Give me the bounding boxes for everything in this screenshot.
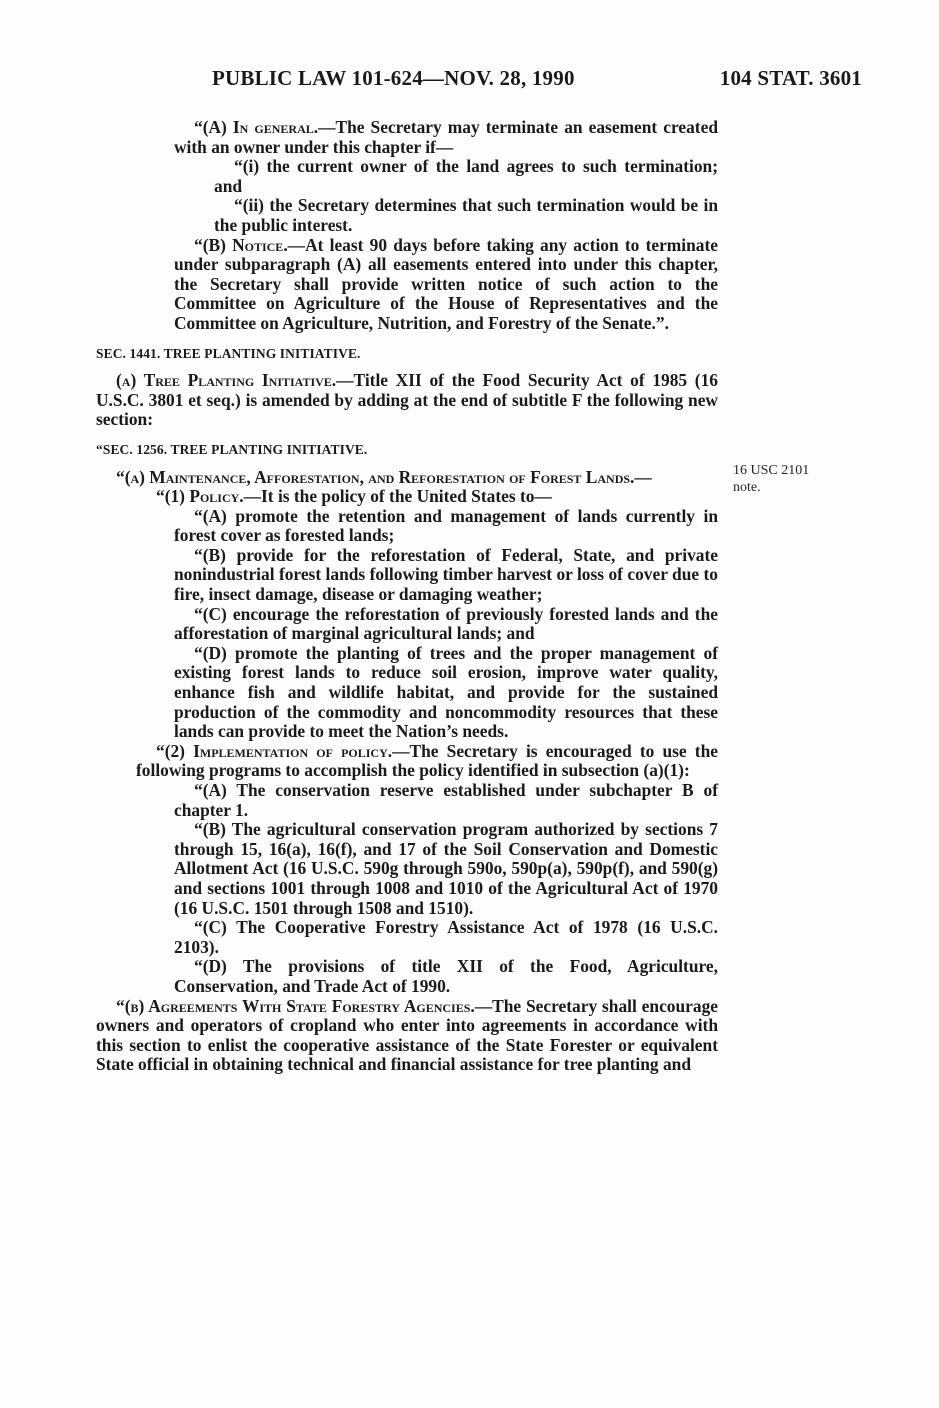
policy-item-b: “(B) provide for the reforestation of Federal, State, and private nonindustrial forest lands following timber harvest or loss of cover due to fire, insect damage, disease or damaging weather; [174,544,718,605]
section-1256-heading: “SEC. 1256. TREE PLANTING INITIATIVE. [96,441,368,457]
text-agreements: —The Secretary shall encourage owners and operators of cropland who enter into agreements in accordance with this section to enlist the cooperative assistance of the State Forester or equivalent State official in obtaining technical and financial assistance for tree planting and [96,995,718,1075]
program-item-d: “(D) The provisions of title XII of the Food, Agriculture, Conservation, and Trade Act of 1990. [174,956,718,996]
text-policy: —It is the policy of the United States to— [243,486,552,507]
heading-in-general: “(A) In general. [194,117,319,137]
policy-item-c: “(C) encourage the reforestation of previously forested lands and the afforestation of marginal agricultural lands; and [174,603,718,644]
paragraph-policy [96,487,718,507]
program-item-c: “(C) The Cooperative Forestry Assistance Act of 1978 (16 U.S.C. 2103). [174,917,718,957]
header-stat-citation: 104 STAT. 3601 [719,66,862,90]
program-item-b: “(B) The agricultural conservation program authorized by sections 7 through 15, 16(a), 16(f), and 17 of the Soil Conservation and Domestic Allotment Act (16 U.S.C. 590g through 590o, 590p(a), 590p(f), and 590(g) and sections 1001 through 1008 and 1010 of the Agricultural Act of 1970 (16 U.S.C. 1501 through 1508 and 1510). [174,819,718,918]
paragraph-a-maintenance [96,468,718,488]
text-notice: —At least 90 days before taking any action to terminate under subparagraph (A) all easements entered into under this chapter, the Secretary shall provide written notice of such action to the Committee on Agriculture of the House of Representatives and the Committee on Agriculture, Nutrition, and Forestry of the Senate.”. [174,234,718,333]
paragraph-b-notice [96,236,718,334]
paragraph-implementation [96,742,718,781]
program-item-a: “(A) The conservation reserve established under subchapter B of chapter 1. [174,780,718,820]
paragraph-i: “(i) the current owner of the land agrees to such termination; and [214,156,718,196]
paragraph-a-tree-planting [96,371,718,430]
page-header [212,66,862,96]
text-in-general: —The Secretary may terminate an easement created with an owner under this chapter if— [174,117,718,157]
header-public-law: PUBLIC LAW 101-624—NOV. 28, 1990 [212,66,575,90]
heading-notice: “(B) Notice. [194,234,288,255]
paragraph-ii: “(ii) the Secretary determines that such termination would be in the public interest. [214,195,718,235]
heading-implementation: “(2) Implementation of policy. [156,740,393,761]
margin-note [733,462,843,496]
heading-policy: “(1) Policy. [156,486,244,507]
section-1441-heading: SEC. 1441. TREE PLANTING INITIATIVE. [96,345,361,361]
margin-note-note: note. [733,480,761,495]
text-maintenance: — [634,466,652,487]
policy-item-a: “(A) promote the retention and management of lands currently in forest cover as forested lands; [174,505,718,546]
heading-maintenance: “(a) Maintenance, Afforestation, and Reforestation of Forest Lands. [116,466,635,487]
heading-agreements: “(b) Agreements With State Forestry Agencies. [116,995,475,1016]
body-text [96,118,718,1075]
policy-item-d: “(D) promote the planting of trees and the proper management of existing forest lands to reduce soil erosion, improve water quality, enhance fish and wildlife habitat, and provide for the sustained production of the commodity and noncommodity resources that these lands can provide to meet the Nation’s needs. [174,642,718,742]
paragraph-a-in-general [96,118,718,157]
paragraph-b-agreements [96,997,718,1075]
heading-tree-planting-initiative: (a) Tree Planting Initiative. [116,370,337,391]
margin-note-usc: 16 USC 2101 [733,463,810,478]
text-implementation: —The Secretary is encouraged to use the following programs to accomplish the policy identified in subsection (a)(1): [136,740,718,781]
text-tree-planting-initiative: —Title XII of the Food Security Act of 1985 (16 U.S.C. 3801 et seq.) is amended by adding at the end of subtitle F the following new section: [96,370,718,430]
